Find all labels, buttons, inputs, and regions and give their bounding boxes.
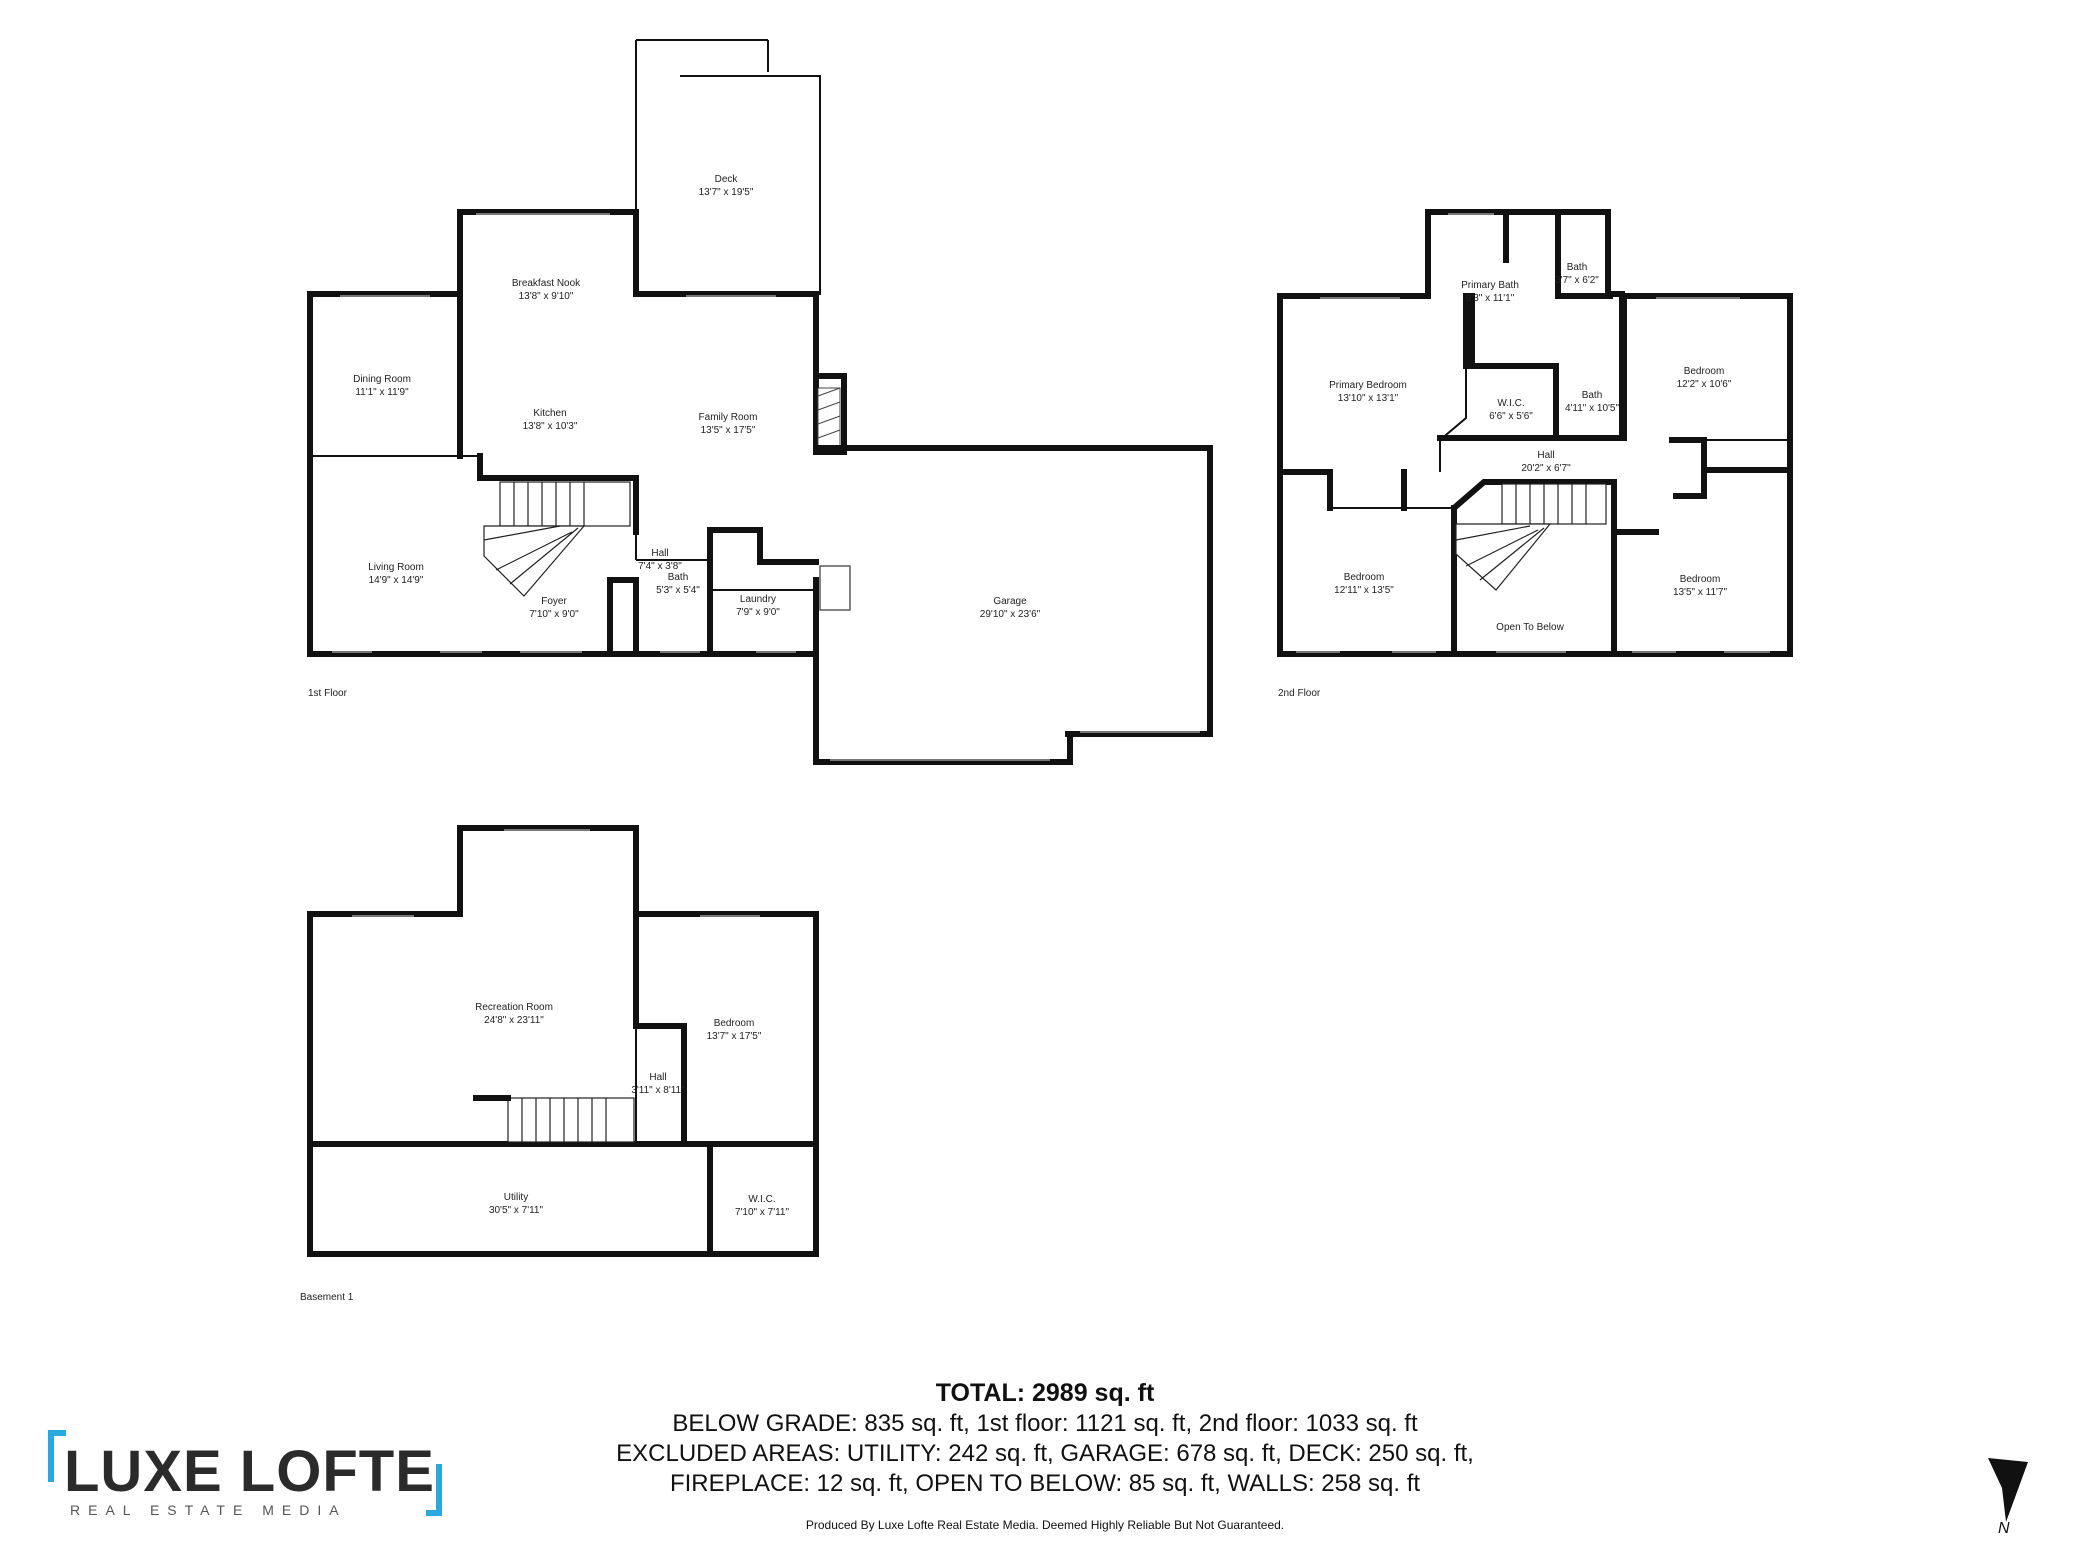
room-name-kitchen: Kitchen xyxy=(533,408,567,419)
area-line-1: BELOW GRADE: 835 sq. ft, 1st floor: 1121 sq. ft, 2nd floor: 1033 sq. ft xyxy=(672,1410,1418,1437)
room-dims-bedroom: 13'7" x 17'5" xyxy=(706,1031,762,1042)
room-name-recreation-room: Recreation Room xyxy=(475,1002,553,1013)
room-name-w-i-c: W.I.C. xyxy=(1497,398,1525,409)
area-line-3: FIREPLACE: 12 sq. ft, OPEN TO BELOW: 85 sq. ft, WALLS: 258 sq. ft xyxy=(669,1470,1421,1497)
room-name-w-i-c: W.I.C. xyxy=(748,1194,776,1205)
floor-label-1st: 1st Floor xyxy=(308,688,347,699)
room-labels xyxy=(353,174,1732,1218)
room-dims-family-room: 13'5" x 17'5" xyxy=(700,425,756,436)
room-name-family-room: Family Room xyxy=(698,412,758,423)
room-dims-bedroom: 13'5" x 11'7" xyxy=(1672,587,1728,598)
room-name-primary-bedroom: Primary Bedroom xyxy=(1329,380,1407,391)
room-name-breakfast-nook: Breakfast Nook xyxy=(511,278,581,289)
room-dims-breakfast-nook: 13'8" x 9'10" xyxy=(518,291,574,302)
room-dims-primary-bedroom: 13'10" x 13'1" xyxy=(1337,393,1399,404)
room-dims-bedroom: 12'2" x 10'6" xyxy=(1676,379,1732,390)
room-name-garage: Garage xyxy=(993,596,1027,607)
north-arrow-icon xyxy=(1978,1448,2038,1548)
room-dims-bath: 3'7" x 6'2" xyxy=(1555,275,1599,286)
room-name-foyer: Foyer xyxy=(541,596,567,607)
room-name-primary-bath: Primary Bath xyxy=(1461,280,1519,291)
staircase-icon xyxy=(508,1098,634,1142)
room-name-bedroom: Bedroom xyxy=(1343,572,1385,583)
first-floor-plan xyxy=(310,40,1210,762)
room-dims-hall: 20'2" x 6'7" xyxy=(1521,463,1571,474)
room-name-laundry: Laundry xyxy=(739,594,777,605)
room-dims-garage: 29'10" x 23'6" xyxy=(979,609,1041,620)
room-name-hall: Hall xyxy=(649,1072,667,1083)
room-name-bedroom: Bedroom xyxy=(713,1018,755,1029)
room-name-bath: Bath xyxy=(1581,390,1603,401)
room-name-bedroom: Bedroom xyxy=(1679,574,1721,585)
room-name-bedroom: Bedroom xyxy=(1683,366,1725,377)
floor-label-basement: Basement 1 xyxy=(300,1292,354,1303)
room-dims-kitchen: 13'8" x 10'3" xyxy=(522,421,578,432)
room-dims-bath: 5'3" x 5'4" xyxy=(656,585,700,596)
room-dims-w-i-c: 6'6" x 5'6" xyxy=(1489,411,1533,422)
room-name-open-to-below: Open To Below xyxy=(1496,622,1564,633)
logo-main-text: LUXE LOFTE xyxy=(64,1439,435,1504)
floor-label-2nd: 2nd Floor xyxy=(1278,688,1321,699)
credit-text: Produced By Luxe Lofte Real Estate Media. Deemed Highly Reliable But Not Guaranteed. xyxy=(805,1518,1285,1532)
compass-label: N xyxy=(1998,1520,2010,1537)
room-dims-bedroom: 12'11" x 13'5" xyxy=(1334,585,1394,596)
room-name-dining-room: Dining Room xyxy=(353,374,411,385)
room-dims-dining-room: 11'1" x 11'9" xyxy=(355,387,409,398)
room-dims-utility: 30'5" x 7'11" xyxy=(488,1205,544,1216)
room-dims-foyer: 7'10" x 9'0" xyxy=(529,609,579,620)
total-area: TOTAL: 2989 sq. ft xyxy=(935,1379,1155,1407)
room-dims-hall: 7'4" x 3'8" xyxy=(638,561,682,572)
room-name-utility: Utility xyxy=(503,1192,529,1203)
room-dims-living-room: 14'9" x 14'9" xyxy=(368,575,424,586)
room-dims-w-i-c: 7'10" x 7'11" xyxy=(734,1207,790,1218)
room-name-hall: Hall xyxy=(1537,450,1555,461)
room-name-hall: Hall xyxy=(651,548,669,559)
room-dims-primary-bath: 9'3" x 11'1" xyxy=(1465,293,1515,304)
logo-sub-text: REAL ESTATE MEDIA xyxy=(70,1502,347,1518)
room-name-bath: Bath xyxy=(667,572,689,583)
area-summary xyxy=(540,1378,1550,1499)
room-dims-laundry: 7'9" x 9'0" xyxy=(736,607,780,618)
room-dims-bath: 4'11" x 10'5" xyxy=(1564,403,1620,414)
area-line-2: EXCLUDED AREAS: UTILITY: 242 sq. ft, GARAGE: 678 sq. ft, DECK: 250 sq. ft, xyxy=(616,1440,1474,1467)
room-name-deck: Deck xyxy=(714,174,738,185)
room-dims-deck: 13'7" x 19'5" xyxy=(698,187,754,198)
room-name-living-room: Living Room xyxy=(368,562,424,573)
room-dims-hall: 3'11" x 8'11" xyxy=(631,1085,685,1096)
room-dims-recreation-room: 24'8" x 23'11" xyxy=(484,1015,544,1026)
luxe-lofte-logo xyxy=(48,1430,448,1520)
logo-bracket-right xyxy=(426,1464,442,1516)
staircase-icon xyxy=(1456,484,1606,590)
room-name-bath: Bath xyxy=(1566,262,1588,273)
